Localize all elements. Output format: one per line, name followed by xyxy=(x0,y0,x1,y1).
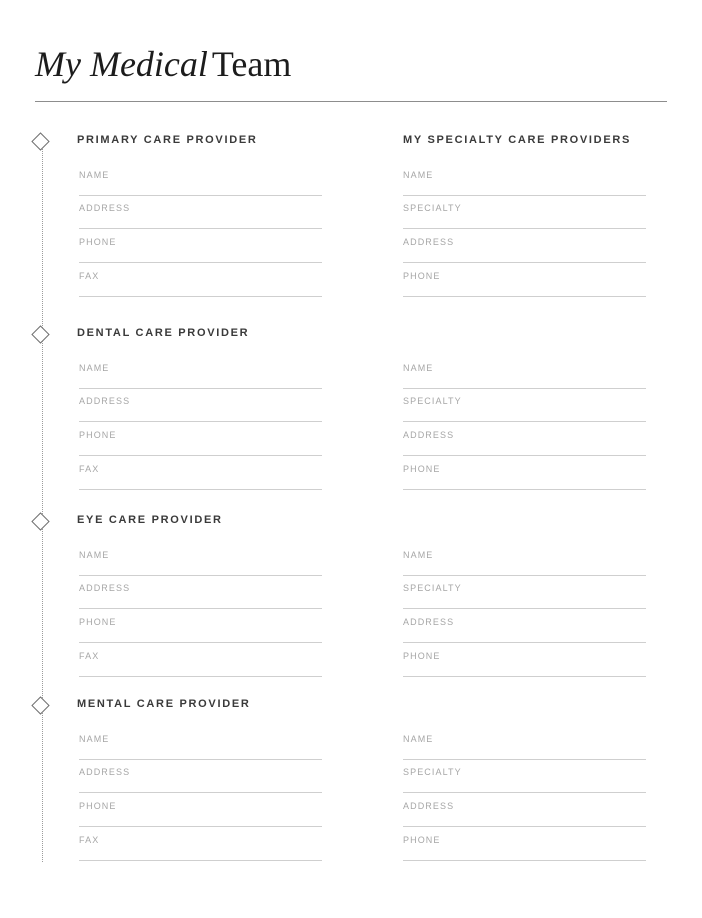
field-label: ADDRESS xyxy=(79,203,131,213)
field-underline[interactable] xyxy=(403,195,646,196)
rail-dotted-line xyxy=(42,140,43,862)
section-heading: EYE CARE PROVIDER xyxy=(77,514,223,526)
field-underline[interactable] xyxy=(403,860,646,861)
section-heading: PRIMARY CARE PROVIDER xyxy=(77,134,258,146)
form-field[interactable] xyxy=(79,396,322,422)
page-title-italic: My Medical xyxy=(35,44,208,84)
field-underline[interactable] xyxy=(79,826,322,827)
form-field[interactable] xyxy=(403,583,646,609)
form-field[interactable] xyxy=(403,203,646,229)
form-field[interactable] xyxy=(79,801,322,827)
field-underline[interactable] xyxy=(79,388,322,389)
field-label: FAX xyxy=(79,835,100,845)
form-field[interactable] xyxy=(79,203,322,229)
form-field[interactable] xyxy=(403,271,646,297)
field-underline[interactable] xyxy=(403,608,646,609)
form-field[interactable] xyxy=(403,617,646,643)
field-label: NAME xyxy=(79,734,110,744)
form-field[interactable] xyxy=(79,651,322,677)
section-heading: MY SPECIALTY CARE PROVIDERS xyxy=(403,134,632,146)
form-field[interactable] xyxy=(403,396,646,422)
form-field[interactable] xyxy=(403,801,646,827)
form-field[interactable] xyxy=(403,767,646,793)
field-label: FAX xyxy=(79,271,100,281)
field-label: SPECIALTY xyxy=(403,396,462,406)
form-field[interactable] xyxy=(403,835,646,861)
field-underline[interactable] xyxy=(79,608,322,609)
form-field[interactable] xyxy=(403,237,646,263)
field-label: SPECIALTY xyxy=(403,767,462,777)
page-title xyxy=(35,42,667,86)
field-underline[interactable] xyxy=(79,421,322,422)
form-field[interactable] xyxy=(79,550,322,576)
field-underline[interactable] xyxy=(403,421,646,422)
diamond-marker xyxy=(31,325,49,343)
field-underline[interactable] xyxy=(403,575,646,576)
form-field[interactable] xyxy=(403,363,646,389)
field-label: PHONE xyxy=(79,237,117,247)
field-underline[interactable] xyxy=(79,262,322,263)
form-field[interactable] xyxy=(79,583,322,609)
form-field[interactable] xyxy=(79,170,322,196)
field-label: NAME xyxy=(403,363,434,373)
field-underline[interactable] xyxy=(79,860,322,861)
field-underline[interactable] xyxy=(79,642,322,643)
field-label: SPECIALTY xyxy=(403,583,462,593)
form-field[interactable] xyxy=(79,767,322,793)
form-field[interactable] xyxy=(79,835,322,861)
field-underline[interactable] xyxy=(403,296,646,297)
field-label: NAME xyxy=(403,734,434,744)
form-field[interactable] xyxy=(79,464,322,490)
page-title-roman: Team xyxy=(211,44,292,84)
field-underline[interactable] xyxy=(79,296,322,297)
field-label: PHONE xyxy=(79,617,117,627)
field-label: PHONE xyxy=(403,835,441,845)
form-field[interactable] xyxy=(403,464,646,490)
field-label: ADDRESS xyxy=(79,396,131,406)
field-label: SPECIALTY xyxy=(403,203,462,213)
page-header xyxy=(35,42,667,86)
form-field[interactable] xyxy=(403,651,646,677)
field-underline[interactable] xyxy=(403,455,646,456)
section-heading: MENTAL CARE PROVIDER xyxy=(77,698,251,710)
field-underline[interactable] xyxy=(403,826,646,827)
form-field[interactable] xyxy=(79,617,322,643)
field-label: PHONE xyxy=(79,801,117,811)
field-underline[interactable] xyxy=(79,455,322,456)
form-field[interactable] xyxy=(79,734,322,760)
field-underline[interactable] xyxy=(403,792,646,793)
field-label: FAX xyxy=(79,464,100,474)
field-underline[interactable] xyxy=(79,195,322,196)
field-underline[interactable] xyxy=(79,759,322,760)
field-underline[interactable] xyxy=(79,676,322,677)
field-label: PHONE xyxy=(403,464,441,474)
diamond-marker xyxy=(31,512,49,530)
form-field[interactable] xyxy=(79,430,322,456)
field-underline[interactable] xyxy=(403,759,646,760)
field-label: PHONE xyxy=(403,651,441,661)
field-underline[interactable] xyxy=(79,575,322,576)
field-underline[interactable] xyxy=(403,676,646,677)
header-divider xyxy=(35,101,667,102)
form-field[interactable] xyxy=(79,271,322,297)
form-field[interactable] xyxy=(403,170,646,196)
field-label: NAME xyxy=(79,363,110,373)
field-label: PHONE xyxy=(403,271,441,281)
field-underline[interactable] xyxy=(403,642,646,643)
field-label: ADDRESS xyxy=(403,801,455,811)
field-underline[interactable] xyxy=(403,388,646,389)
field-label: NAME xyxy=(79,170,110,180)
field-label: FAX xyxy=(79,651,100,661)
field-label: NAME xyxy=(79,550,110,560)
field-underline[interactable] xyxy=(79,228,322,229)
field-label: ADDRESS xyxy=(403,430,455,440)
form-field[interactable] xyxy=(79,363,322,389)
form-field[interactable] xyxy=(403,430,646,456)
field-underline[interactable] xyxy=(403,489,646,490)
field-label: PHONE xyxy=(79,430,117,440)
form-field[interactable] xyxy=(79,237,322,263)
field-label: ADDRESS xyxy=(403,617,455,627)
field-label: ADDRESS xyxy=(79,583,131,593)
field-label: NAME xyxy=(403,170,434,180)
field-label: NAME xyxy=(403,550,434,560)
section-heading: DENTAL CARE PROVIDER xyxy=(77,327,250,339)
field-underline[interactable] xyxy=(403,262,646,263)
left-rail xyxy=(34,130,52,862)
field-underline[interactable] xyxy=(403,228,646,229)
diamond-marker xyxy=(31,132,49,150)
field-label: ADDRESS xyxy=(403,237,455,247)
form-field[interactable] xyxy=(403,550,646,576)
field-underline[interactable] xyxy=(79,489,322,490)
field-underline[interactable] xyxy=(79,792,322,793)
field-label: ADDRESS xyxy=(79,767,131,777)
form-field[interactable] xyxy=(403,734,646,760)
diamond-marker xyxy=(31,696,49,714)
